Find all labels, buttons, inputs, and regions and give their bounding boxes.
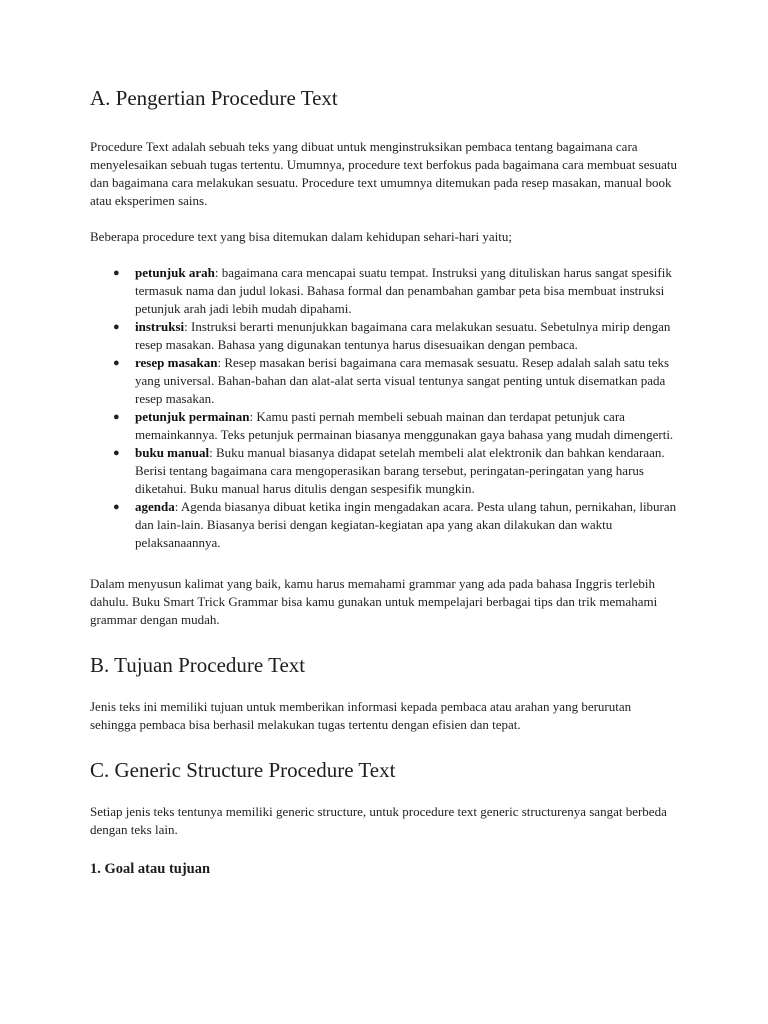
- list-item-term: petunjuk arah: [135, 265, 215, 280]
- heading-section-c: C. Generic Structure Procedure Text: [90, 758, 396, 782]
- procedure-text-examples-list: [90, 264, 680, 552]
- list-item-term: buku manual: [135, 445, 210, 460]
- list-item-petunjuk-permainan: [113, 408, 680, 444]
- list-item-desc: : Buku manual biasanya didapat setelah membeli alat elektronik dan bahkan kendaraan. Berisi tentang bagaimana cara mengoperasikan barang tersebut, peringatan-peringatan yang harus diketahui. Buku manual harus ditulis dengan sespesifik mungkin.: [135, 445, 665, 496]
- list-item-term: agenda: [135, 499, 175, 514]
- bullet-icon: ●: [113, 357, 120, 369]
- list-item-term: petunjuk permainan: [135, 409, 250, 424]
- bullet-icon: ●: [113, 267, 120, 279]
- subheading-goal: 1. Goal atau tujuan: [90, 861, 211, 877]
- list-item-desc: : bagaimana cara mencapai suatu tempat. Instruksi yang dituliskan harus sangat spesifik termasuk nama dan judul lokasi. Bahasa formal dan penambahan gambar peta bisa membuat instruksi petunjuk arah jadi lebih mudah dipahami.: [135, 265, 672, 316]
- paragraph-grammar-tip: Dalam menyusun kalimat yang baik, kamu harus memahami grammar yang ada pada bahasa Inggris terlebih dahulu. Buku Smart Trick Grammar bisa kamu gunakan untuk mempelajari berbagai tips dan trik memahami grammar dengan mudah.: [90, 576, 658, 627]
- paragraph-list-intro: Beberapa procedure text yang bisa ditemukan dalam kehidupan sehari-hari yaitu;: [90, 229, 512, 244]
- list-item-desc: : Kamu pasti pernah membeli sebuah mainan dan terdapat petunjuk cara memainkannya. Teks petunjuk permainan biasanya menggunakan gaya bahasa yang mudah dimengerti.: [135, 409, 674, 442]
- list-item-instruksi: [113, 318, 680, 354]
- bullet-icon: ●: [113, 447, 120, 459]
- paragraph-tujuan: Jenis teks ini memiliki tujuan untuk memberikan informasi kepada pembaca atau arahan yang berurutan sehingga pembaca bisa berhasil melakukan tugas tertentu dengan efisien dan tepat.: [90, 699, 632, 732]
- heading-section-b: B. Tujuan Procedure Text: [90, 653, 306, 677]
- list-item-agenda: [113, 498, 680, 552]
- paragraph-pengertian: Procedure Text adalah sebuah teks yang dibuat untuk menginstruksikan pembaca tentang bagaimana cara menyelesaikan sebuah tugas tertentu. Umumnya, procedure text berfokus pada bagaimana cara membuat sesuatu dan bagaimana cara melakukan sesuatu. Procedure text umumnya ditemukan pada resep masakan, manual book atau eksperimen sains.: [90, 139, 677, 208]
- bullet-icon: ●: [113, 501, 120, 513]
- list-item-resep-masakan: [113, 354, 680, 408]
- list-item-term: resep masakan: [135, 355, 218, 370]
- list-item-desc: : Agenda biasanya dibuat ketika ingin mengadakan acara. Pesta ulang tahun, pernikahan, liburan dan lain-lain. Biasanya berisi dengan kegiatan-kegiatan apa yang akan dilakukan dan waktu pelaksanaannya.: [135, 499, 677, 550]
- list-item-desc: : Instruksi berarti menunjukkan bagaimana cara melakukan sesuatu. Sebetulnya mirip dengan resep masakan. Bahasa yang digunakan tentunya harus disesuaikan dengan pembaca.: [135, 319, 671, 352]
- bullet-icon: ●: [113, 321, 120, 333]
- list-item-petunjuk-arah: [113, 264, 680, 318]
- list-item-buku-manual: [113, 444, 680, 498]
- list-item-term: instruksi: [135, 319, 185, 334]
- heading-section-a: A. Pengertian Procedure Text: [90, 86, 338, 110]
- bullet-icon: ●: [113, 411, 120, 423]
- paragraph-generic-structure: Setiap jenis teks tentunya memiliki generic structure, untuk procedure text generic structurenya sangat berbeda dengan teks lain.: [90, 804, 667, 837]
- list-item-desc: : Resep masakan berisi bagaimana cara memasak sesuatu. Resep adalah salah satu teks yang universal. Bahan-bahan dan alat-alat serta visual tentunya sangat penting untuk disematkan pada resep masakan.: [135, 355, 670, 406]
- document-content: [90, 84, 680, 879]
